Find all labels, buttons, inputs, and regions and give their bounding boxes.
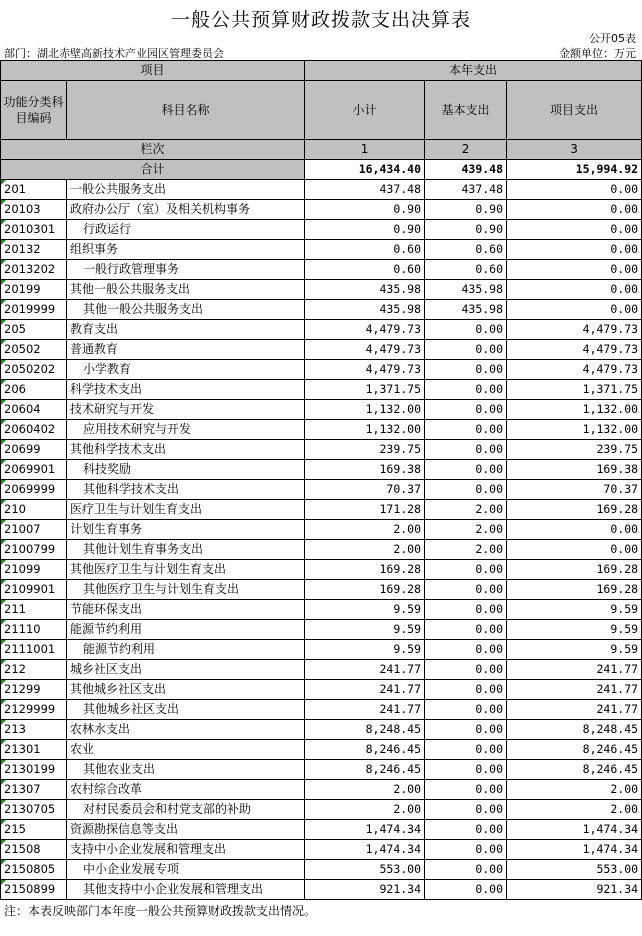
row-code: 20604 — [1, 400, 67, 420]
cell-marker-icon — [1, 200, 6, 205]
row-name: 一般行政管理事务 — [67, 260, 305, 280]
cell-marker-icon — [1, 380, 6, 385]
cell-marker-icon — [1, 600, 6, 605]
row-basic: 0.90 — [425, 200, 507, 220]
row-code: 2010301 — [1, 220, 67, 240]
row-name: 农业 — [67, 740, 305, 760]
row-name: 能源节约利用 — [67, 640, 305, 660]
row-subtotal: 8,246.45 — [305, 740, 425, 760]
cell-marker-icon — [1, 320, 6, 325]
row-code: 210 — [1, 500, 67, 520]
table-row — [1, 860, 642, 880]
cell-marker-icon — [1, 860, 6, 865]
table-row — [1, 340, 642, 360]
cell-marker-icon — [1, 780, 6, 785]
row-project: 0.00 — [507, 200, 642, 220]
row-code: 2129999 — [1, 700, 67, 720]
row-basic: 0.00 — [425, 320, 507, 340]
table-row — [1, 800, 642, 820]
row-subtotal: 2.00 — [305, 520, 425, 540]
row-project: 70.37 — [507, 480, 642, 500]
table-row — [1, 700, 642, 720]
row-subtotal: 435.98 — [305, 280, 425, 300]
row-project: 8,248.45 — [507, 720, 642, 740]
row-name: 能源节约利用 — [67, 620, 305, 640]
row-basic: 0.00 — [425, 340, 507, 360]
row-basic: 2.00 — [425, 540, 507, 560]
row-name: 节能环保支出 — [67, 600, 305, 620]
row-project: 0.00 — [507, 260, 642, 280]
row-name: 对村民委员会和村党支部的补助 — [67, 800, 305, 820]
row-project: 0.00 — [507, 300, 642, 320]
table-row — [1, 200, 642, 220]
row-subtotal: 9.59 — [305, 600, 425, 620]
total-subtotal: 16,434.40 — [305, 160, 425, 180]
row-project: 8,246.45 — [507, 760, 642, 780]
row-code: 2050202 — [1, 360, 67, 380]
header-name: 科目名称 — [67, 81, 305, 140]
row-code: 21299 — [1, 680, 67, 700]
row-name: 小学教育 — [67, 360, 305, 380]
row-name: 其他计划生育事务支出 — [67, 540, 305, 560]
row-subtotal: 241.77 — [305, 660, 425, 680]
row-code: 2130199 — [1, 760, 67, 780]
cell-marker-icon — [1, 280, 6, 285]
row-name: 技术研究与开发 — [67, 400, 305, 420]
department-label: 部门：湖北赤壁高新技术产业园区管理委员会 — [4, 47, 224, 60]
table-row — [1, 380, 642, 400]
row-basic: 437.48 — [425, 180, 507, 200]
row-basic: 0.00 — [425, 600, 507, 620]
cell-marker-icon — [1, 400, 6, 405]
row-name: 医疗卫生与计划生育支出 — [67, 500, 305, 520]
row-project: 9.59 — [507, 640, 642, 660]
table-row — [1, 240, 642, 260]
row-code: 2130705 — [1, 800, 67, 820]
row-code: 2060402 — [1, 420, 67, 440]
header-current-year: 本年支出 — [305, 61, 642, 81]
row-code: 21307 — [1, 780, 67, 800]
row-project: 921.34 — [507, 880, 642, 900]
row-code: 20199 — [1, 280, 67, 300]
row-code: 2100799 — [1, 540, 67, 560]
cell-marker-icon — [1, 840, 6, 845]
total-basic: 439.48 — [425, 160, 507, 180]
row-code: 2013202 — [1, 260, 67, 280]
row-subtotal: 1,371.75 — [305, 380, 425, 400]
header-column-no: 栏次 — [1, 140, 305, 160]
row-basic: 435.98 — [425, 300, 507, 320]
header-basic: 基本支出 — [425, 81, 507, 140]
cell-marker-icon — [1, 300, 6, 305]
row-subtotal: 0.60 — [305, 240, 425, 260]
header-col1: 1 — [305, 140, 425, 160]
cell-marker-icon — [1, 180, 6, 185]
row-code: 2069901 — [1, 460, 67, 480]
cell-marker-icon — [1, 620, 6, 625]
row-project: 0.00 — [507, 520, 642, 540]
row-project: 1,132.00 — [507, 400, 642, 420]
row-project: 1,132.00 — [507, 420, 642, 440]
table-row — [1, 480, 642, 500]
row-subtotal: 1,132.00 — [305, 420, 425, 440]
row-name: 应用技术研究与开发 — [67, 420, 305, 440]
row-code: 21099 — [1, 560, 67, 580]
expenditure-table — [0, 60, 642, 900]
cell-marker-icon — [1, 460, 6, 465]
table-row — [1, 780, 642, 800]
table-row — [1, 500, 642, 520]
row-code: 2150805 — [1, 860, 67, 880]
row-project: 169.38 — [507, 460, 642, 480]
row-project: 0.00 — [507, 220, 642, 240]
row-subtotal: 8,246.45 — [305, 760, 425, 780]
row-project: 2.00 — [507, 800, 642, 820]
row-subtotal: 8,248.45 — [305, 720, 425, 740]
row-project: 4,479.73 — [507, 360, 642, 380]
table-row — [1, 460, 642, 480]
row-basic: 0.00 — [425, 560, 507, 580]
row-project: 553.00 — [507, 860, 642, 880]
table-row — [1, 660, 642, 680]
row-project: 1,371.75 — [507, 380, 642, 400]
row-basic: 0.00 — [425, 740, 507, 760]
row-basic: 0.00 — [425, 440, 507, 460]
row-subtotal: 4,479.73 — [305, 320, 425, 340]
cell-marker-icon — [1, 440, 6, 445]
row-project: 2.00 — [507, 780, 642, 800]
row-project: 169.28 — [507, 580, 642, 600]
cell-marker-icon — [1, 680, 6, 685]
row-basic: 0.00 — [425, 640, 507, 660]
row-name: 其他城乡社区支出 — [67, 700, 305, 720]
table-row — [1, 720, 642, 740]
table-row — [1, 220, 642, 240]
row-name: 一般公共服务支出 — [67, 180, 305, 200]
row-name: 其他医疗卫生与计划生育支出 — [67, 560, 305, 580]
row-basic: 0.00 — [425, 700, 507, 720]
table-row — [1, 420, 642, 440]
row-project: 241.77 — [507, 700, 642, 720]
row-subtotal: 921.34 — [305, 880, 425, 900]
row-name: 其他一般公共服务支出 — [67, 280, 305, 300]
table-row — [1, 820, 642, 840]
row-code: 2150899 — [1, 880, 67, 900]
footnote: 注：本表反映部门本年度一般公共预算财政拨款支出情况。 — [4, 904, 317, 918]
row-basic: 0.00 — [425, 840, 507, 860]
row-basic: 0.00 — [425, 380, 507, 400]
cell-marker-icon — [1, 500, 6, 505]
row-code: 211 — [1, 600, 67, 620]
row-subtotal: 553.00 — [305, 860, 425, 880]
row-name: 中小企业发展专项 — [67, 860, 305, 880]
cell-marker-icon — [1, 720, 6, 725]
form-number: 公开05表 — [589, 32, 636, 45]
row-name: 科技奖励 — [67, 460, 305, 480]
row-subtotal: 241.77 — [305, 700, 425, 720]
row-name: 其他城乡社区支出 — [67, 680, 305, 700]
row-name: 其他科学技术支出 — [67, 480, 305, 500]
table-row — [1, 180, 642, 200]
row-basic: 0.00 — [425, 660, 507, 680]
row-basic: 0.00 — [425, 460, 507, 480]
row-subtotal: 437.48 — [305, 180, 425, 200]
row-code: 205 — [1, 320, 67, 340]
row-project: 0.00 — [507, 540, 642, 560]
row-name: 其他支持中小企业发展和管理支出 — [67, 880, 305, 900]
row-name: 普通教育 — [67, 340, 305, 360]
table-row — [1, 760, 642, 780]
row-project: 241.77 — [507, 660, 642, 680]
cell-marker-icon — [1, 560, 6, 565]
cell-marker-icon — [1, 740, 6, 745]
row-basic: 435.98 — [425, 280, 507, 300]
row-code: 213 — [1, 720, 67, 740]
header-code: 功能分类科目编码 — [1, 81, 67, 140]
cell-marker-icon — [1, 700, 6, 705]
row-subtotal: 1,474.34 — [305, 820, 425, 840]
cell-marker-icon — [1, 540, 6, 545]
header-col2: 2 — [425, 140, 507, 160]
cell-marker-icon — [1, 800, 6, 805]
row-code: 2109901 — [1, 580, 67, 600]
row-code: 21007 — [1, 520, 67, 540]
row-subtotal: 4,479.73 — [305, 340, 425, 360]
row-basic: 0.00 — [425, 720, 507, 740]
table-row — [1, 680, 642, 700]
table-row — [1, 600, 642, 620]
row-name: 计划生育事务 — [67, 520, 305, 540]
row-code: 21301 — [1, 740, 67, 760]
table-row — [1, 740, 642, 760]
row-subtotal: 2.00 — [305, 780, 425, 800]
row-subtotal: 169.38 — [305, 460, 425, 480]
row-name: 支持中小企业发展和管理支出 — [67, 840, 305, 860]
cell-marker-icon — [1, 820, 6, 825]
row-basic: 0.00 — [425, 480, 507, 500]
row-project: 0.00 — [507, 240, 642, 260]
row-subtotal: 171.28 — [305, 500, 425, 520]
row-subtotal: 1,474.34 — [305, 840, 425, 860]
total-project: 15,994.92 — [507, 160, 642, 180]
row-name: 组织事务 — [67, 240, 305, 260]
report-title: 一般公共预算财政拨款支出决算表 — [170, 9, 471, 31]
table-row — [1, 880, 642, 900]
table-row — [1, 300, 642, 320]
row-project: 4,479.73 — [507, 340, 642, 360]
row-subtotal: 0.90 — [305, 220, 425, 240]
row-code: 2069999 — [1, 480, 67, 500]
cell-marker-icon — [1, 660, 6, 665]
row-subtotal: 70.37 — [305, 480, 425, 500]
row-basic: 0.00 — [425, 760, 507, 780]
table-row — [1, 260, 642, 280]
cell-marker-icon — [1, 220, 6, 225]
header-project: 项目支出 — [507, 81, 642, 140]
row-code: 20132 — [1, 240, 67, 260]
table-row — [1, 360, 642, 380]
row-project: 8,246.45 — [507, 740, 642, 760]
row-basic: 0.00 — [425, 880, 507, 900]
row-project: 9.59 — [507, 600, 642, 620]
row-project: 239.75 — [507, 440, 642, 460]
row-basic: 0.90 — [425, 220, 507, 240]
row-name: 其他医疗卫生与计划生育支出 — [67, 580, 305, 600]
cell-marker-icon — [1, 260, 6, 265]
row-basic: 0.00 — [425, 620, 507, 640]
row-subtotal: 9.59 — [305, 620, 425, 640]
row-basic: 0.00 — [425, 780, 507, 800]
table-row — [1, 540, 642, 560]
cell-marker-icon — [1, 340, 6, 345]
row-basic: 0.60 — [425, 240, 507, 260]
row-name: 教育支出 — [67, 320, 305, 340]
row-subtotal: 169.28 — [305, 580, 425, 600]
total-label: 合计 — [1, 160, 305, 180]
table-row — [1, 400, 642, 420]
row-code: 21508 — [1, 840, 67, 860]
header-col3: 3 — [507, 140, 642, 160]
row-code: 20502 — [1, 340, 67, 360]
row-subtotal: 2.00 — [305, 800, 425, 820]
amount-unit-label: 金额单位：万元 — [559, 47, 636, 60]
row-subtotal: 0.60 — [305, 260, 425, 280]
row-code: 2019999 — [1, 300, 67, 320]
row-project: 0.00 — [507, 280, 642, 300]
cell-marker-icon — [1, 360, 6, 365]
row-project: 1,474.34 — [507, 840, 642, 860]
cell-marker-icon — [1, 760, 6, 765]
row-basic: 0.00 — [425, 820, 507, 840]
row-project: 241.77 — [507, 680, 642, 700]
row-basic: 0.00 — [425, 420, 507, 440]
table-row — [1, 840, 642, 860]
row-name: 城乡社区支出 — [67, 660, 305, 680]
row-name: 农村综合改革 — [67, 780, 305, 800]
row-basic: 0.00 — [425, 860, 507, 880]
row-project: 169.28 — [507, 500, 642, 520]
row-name: 农林水支出 — [67, 720, 305, 740]
header-item: 项目 — [1, 61, 305, 81]
cell-marker-icon — [1, 480, 6, 485]
row-basic: 0.00 — [425, 400, 507, 420]
row-subtotal: 239.75 — [305, 440, 425, 460]
table-row — [1, 440, 642, 460]
row-code: 21110 — [1, 620, 67, 640]
row-basic: 0.00 — [425, 800, 507, 820]
row-name: 资源勘探信息等支出 — [67, 820, 305, 840]
row-project: 9.59 — [507, 620, 642, 640]
row-subtotal: 169.28 — [305, 560, 425, 580]
row-basic: 2.00 — [425, 500, 507, 520]
cell-marker-icon — [1, 520, 6, 525]
row-name: 科学技术支出 — [67, 380, 305, 400]
row-project: 169.28 — [507, 560, 642, 580]
row-subtotal: 2.00 — [305, 540, 425, 560]
row-basic: 0.00 — [425, 360, 507, 380]
row-code: 20699 — [1, 440, 67, 460]
row-subtotal: 9.59 — [305, 640, 425, 660]
row-name: 其他农业支出 — [67, 760, 305, 780]
row-subtotal: 4,479.73 — [305, 360, 425, 380]
row-code: 206 — [1, 380, 67, 400]
cell-marker-icon — [1, 580, 6, 585]
row-subtotal: 1,132.00 — [305, 400, 425, 420]
row-basic: 0.60 — [425, 260, 507, 280]
table-row — [1, 640, 642, 660]
row-subtotal: 0.90 — [305, 200, 425, 220]
row-subtotal: 435.98 — [305, 300, 425, 320]
table-row — [1, 280, 642, 300]
table-row — [1, 560, 642, 580]
row-basic: 0.00 — [425, 680, 507, 700]
cell-marker-icon — [1, 640, 6, 645]
table-row — [1, 320, 642, 340]
table-row — [1, 620, 642, 640]
row-project: 4,479.73 — [507, 320, 642, 340]
row-basic: 0.00 — [425, 580, 507, 600]
header-subtotal: 小计 — [305, 81, 425, 140]
row-name: 其他一般公共服务支出 — [67, 300, 305, 320]
row-code: 20103 — [1, 200, 67, 220]
row-project: 0.00 — [507, 180, 642, 200]
cell-marker-icon — [1, 240, 6, 245]
row-basic: 2.00 — [425, 520, 507, 540]
row-code: 2111001 — [1, 640, 67, 660]
row-code: 212 — [1, 660, 67, 680]
table-row — [1, 520, 642, 540]
cell-marker-icon — [1, 420, 6, 425]
row-code: 201 — [1, 180, 67, 200]
row-name: 政府办公厅（室）及相关机构事务 — [67, 200, 305, 220]
cell-marker-icon — [1, 880, 6, 885]
row-name: 行政运行 — [67, 220, 305, 240]
row-project: 1,474.34 — [507, 820, 642, 840]
table-row — [1, 580, 642, 600]
row-name: 其他科学技术支出 — [67, 440, 305, 460]
row-code: 215 — [1, 820, 67, 840]
row-subtotal: 241.77 — [305, 680, 425, 700]
